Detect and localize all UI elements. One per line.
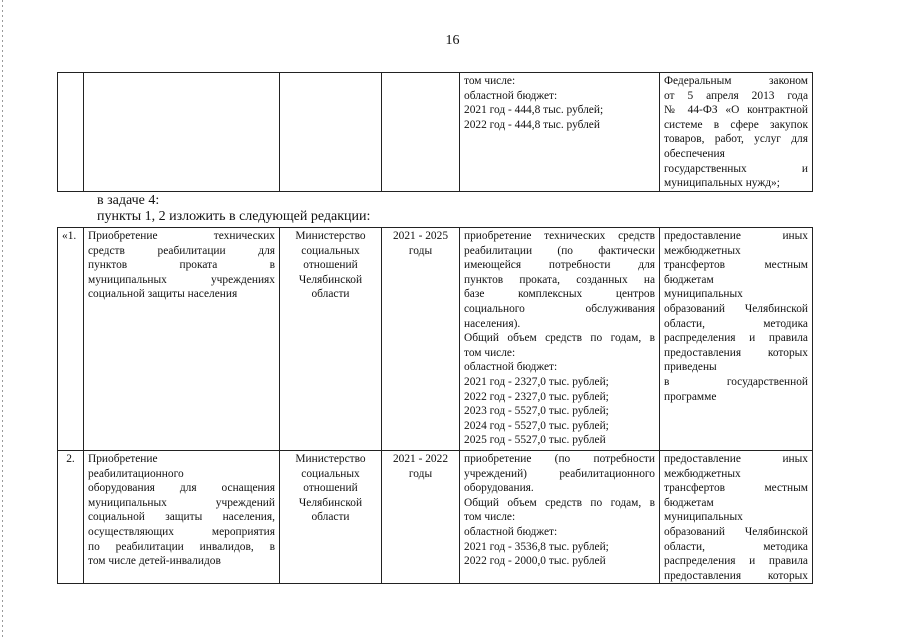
instruction-note: пункты 1, 2 изложить в следующей редакции: [97, 209, 371, 224]
cell-num: 2. [58, 451, 84, 584]
cell-years: 2021 - 2025 годы [382, 228, 460, 451]
text-line: отношений [303, 259, 358, 272]
text-line: Общий объем средств по годам, в [464, 496, 655, 509]
text-line: предоставления которых [664, 569, 808, 582]
text-line: распределения и правила [664, 332, 808, 345]
text-line: предоставление иных [664, 230, 808, 242]
text-line: муниципальных учреждений [88, 496, 275, 509]
text-line: приобретение (по потребности [464, 453, 655, 465]
text-line: том числе: [464, 346, 516, 359]
text-line: программе [664, 390, 717, 403]
text-line: том числе: [464, 511, 516, 524]
cell-content [460, 73, 660, 192]
text-line: № 44-ФЗ «О контрактной [664, 104, 808, 117]
text-line: системе в сфере закупок [664, 118, 808, 131]
text-line: товаров, работ, услуг для [664, 133, 808, 146]
cell-name [84, 451, 280, 584]
text-line: реабилитационного [88, 467, 184, 480]
text-line: области, методика [664, 317, 808, 330]
text-line: 2025 год - 5527,0 тыс. рублей [464, 434, 606, 447]
text-line: учреждений) реабилитационного [464, 467, 655, 480]
text-line: государственных и [664, 162, 808, 175]
text-line: социальной защиты населения [88, 288, 238, 301]
text-line: отношений [303, 482, 358, 495]
text-line: оборудования для оснащения [88, 482, 275, 495]
text-line: образований Челябинской [664, 525, 808, 538]
text-line: оборудования. [464, 482, 534, 495]
text-line: распределения и правила [664, 555, 808, 568]
text-line: том числе: [464, 75, 516, 87]
text-line: трансфертов местным [664, 482, 808, 495]
text-line: областной бюджет: [464, 361, 558, 374]
text-line: 2023 год - 5527,0 тыс. рублей; [464, 405, 609, 418]
text-line: Челябинской [298, 496, 363, 509]
text-line: пунктов проката в [88, 259, 275, 272]
text-line: социального обслуживания [464, 302, 655, 315]
cell-num [58, 73, 84, 192]
text-line: области, методика [664, 540, 808, 553]
text-line: реабилитации (по фактически [464, 244, 655, 257]
text-line: трансфертов местным [664, 259, 808, 272]
text-line: 2021 год - 444,8 тыс. рублей; [464, 104, 604, 117]
text-line: муниципальных [664, 511, 743, 524]
scan-edge [2, 0, 3, 640]
text-line: приобретение технических средств [464, 230, 655, 242]
text-line: областной бюджет: [464, 525, 558, 538]
text-line: имеющейся потребности для [464, 259, 655, 272]
text-line: 2024 год - 5527,0 тыс. рублей; [464, 419, 609, 432]
text-line: социальных [301, 244, 360, 257]
cell-ministry [280, 228, 382, 451]
cell-comment [660, 73, 813, 192]
text-line: областной бюджет: [464, 89, 558, 102]
cell-content [460, 228, 660, 451]
table-continuation [57, 72, 813, 192]
cell-comment [660, 228, 813, 451]
text-line: Общий объем средств по годам, в [464, 332, 655, 345]
text-line: Приобретение [88, 453, 158, 465]
text-line: области [311, 288, 350, 301]
text-line: образований Челябинской [664, 302, 808, 315]
page-number: 16 [445, 33, 460, 48]
text-line: средств реабилитации для [88, 244, 275, 257]
text-line: населения). [464, 317, 521, 330]
text-line: 2022 год - 444,8 тыс. рублей [464, 118, 600, 131]
text-line: от 5 апреля 2013 года [664, 89, 808, 102]
text-line: приведены [664, 361, 717, 374]
text-line: межбюджетных [664, 467, 741, 480]
text-line: 2021 год - 3536,8 тыс. рублей; [464, 540, 609, 553]
table-row [58, 228, 813, 451]
cell-years: 2021 - 2022 годы [382, 451, 460, 584]
cell-ministry [280, 451, 382, 584]
cell-name [84, 73, 280, 192]
text-line: Министерство [295, 230, 366, 242]
cell-num: «1. [58, 228, 84, 451]
text-line: по реабилитации инвалидов, в [88, 540, 275, 553]
text-line: межбюджетных [664, 244, 741, 257]
text-line: в государственной [664, 375, 808, 388]
text-line: 2021 год - 2327,0 тыс. рублей; [464, 375, 609, 388]
text-line: социальной защиты населения, [88, 511, 275, 524]
text-line: области [311, 511, 350, 524]
text-line: 2022 год - 2327,0 тыс. рублей; [464, 390, 609, 403]
text-line: предоставление иных [664, 453, 808, 465]
cell-content [460, 451, 660, 584]
text-line: бюджетам [664, 496, 714, 509]
text-line: муниципальных [664, 288, 743, 301]
text-line: том числе детей-инвалидов [88, 555, 221, 568]
text-line: обеспечения [664, 147, 725, 160]
task-note: в задаче 4: [97, 193, 160, 208]
text-line: Приобретение технических [88, 230, 275, 242]
cell-ministry [280, 73, 382, 192]
text-line: 2022 год - 2000,0 тыс. рублей [464, 555, 606, 568]
text-line: муниципальных учреждениях [88, 273, 275, 286]
text-line: предоставления которых [664, 346, 808, 359]
text-line: социальных [301, 467, 360, 480]
table-main [57, 227, 813, 584]
text-line: базе комплексных центров [464, 288, 655, 301]
text-line: Челябинской [298, 273, 363, 286]
text-line: Федеральным законом [664, 75, 808, 87]
cell-name [84, 228, 280, 451]
cell-comment [660, 451, 813, 584]
cell-years [382, 73, 460, 192]
table-row [58, 73, 813, 192]
table-row [58, 451, 813, 584]
text-line: муниципальных нужд»; [664, 177, 780, 190]
text-line: Министерство [295, 453, 366, 465]
text-line: осуществляющих мероприятия [88, 525, 275, 538]
text-line: бюджетам [664, 273, 714, 286]
text-line: пунктов проката, созданных на [464, 273, 655, 286]
